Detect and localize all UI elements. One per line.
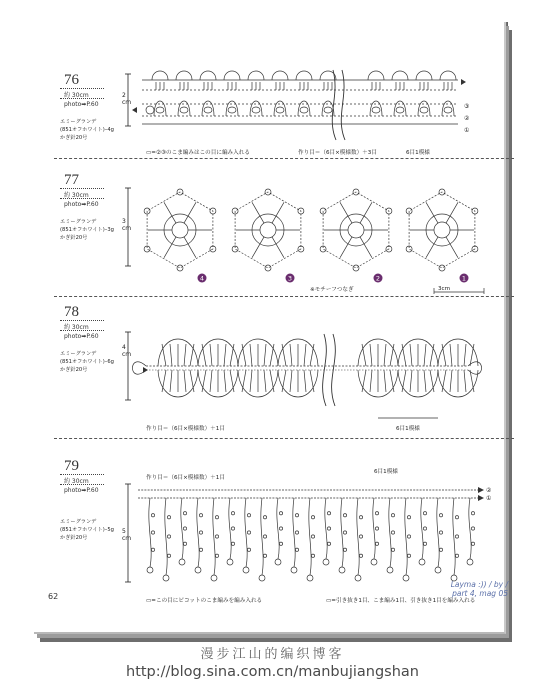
chain-stitch	[423, 542, 426, 545]
pattern-length: 約 30cm	[64, 478, 89, 485]
divider-dotted	[60, 188, 104, 189]
fan-stitch	[250, 344, 252, 366]
chain-loop	[250, 101, 262, 116]
fringe-picot	[195, 567, 201, 573]
fan-stitch	[210, 344, 212, 366]
chain-stitch	[183, 527, 186, 530]
chain-stitch	[343, 548, 346, 551]
fan-stitch	[370, 344, 372, 366]
fan-stitch	[170, 370, 172, 392]
fringe-chain	[165, 498, 167, 575]
yarn-line: (851オフホワイト)–4g	[60, 127, 114, 133]
chart-note: ▭=この目にピコットのこま編みを編み入れる	[146, 598, 263, 604]
chain-stitch	[247, 531, 250, 534]
chain-stitch	[295, 548, 298, 551]
fan-stitch	[304, 370, 306, 392]
fan-stitch	[290, 370, 292, 392]
crochet-chart-78	[128, 310, 498, 420]
edge-curve	[468, 362, 482, 374]
divider-dotted	[60, 474, 104, 475]
chain-stitch	[199, 548, 202, 551]
fringe-chain	[293, 498, 295, 567]
divider-dotted	[60, 198, 104, 199]
chain-stitch	[311, 516, 314, 519]
section-divider	[54, 158, 514, 159]
chain-stitch	[375, 527, 378, 530]
chain-stitch	[295, 514, 298, 517]
ring-stitch	[252, 107, 260, 113]
chain-stitch	[471, 527, 474, 530]
spoke-stitch	[340, 237, 352, 258]
chain-stitch	[279, 512, 282, 515]
fringe-picot	[403, 575, 409, 581]
motif-center	[434, 222, 450, 238]
chain-loop	[370, 101, 382, 116]
photo-ref: photo➡P.60	[64, 201, 99, 208]
chain-stitch	[439, 548, 442, 551]
spoke-stitch	[272, 237, 284, 258]
fringe-picot	[355, 575, 361, 581]
photo-ref: photo➡P.60	[64, 333, 99, 340]
divider-dotted	[60, 320, 104, 321]
fringe-picot	[243, 567, 249, 573]
photo-ref: photo➡P.60	[64, 487, 99, 494]
spoke-stitch	[164, 202, 176, 223]
chain-loop	[416, 71, 432, 80]
height-dimension: 2 cm	[122, 92, 132, 106]
fringe-chain	[469, 498, 471, 559]
ring-stitch	[420, 107, 428, 113]
fan-stitch	[210, 370, 212, 392]
pattern-number: 78	[64, 304, 79, 320]
chain-stitch	[327, 542, 330, 545]
chart-note: 6目1模様	[396, 426, 420, 432]
section-divider	[54, 438, 514, 439]
picot	[439, 265, 445, 271]
divider-dotted	[60, 330, 104, 331]
chain-stitch	[231, 512, 234, 515]
ring-stitch	[180, 107, 188, 113]
yarn-line: かぎ針20号	[60, 367, 88, 373]
chain-stitch	[439, 514, 442, 517]
fringe-picot	[147, 567, 153, 573]
fan-stitch	[424, 344, 426, 366]
chain-stitch	[455, 554, 458, 557]
row-label: ①	[464, 127, 470, 134]
pattern-number: 77	[64, 172, 79, 188]
ring-stitch	[396, 107, 404, 113]
row-label: ①	[486, 495, 492, 502]
fringe-picot	[291, 567, 297, 573]
picot	[265, 265, 271, 271]
fringe-picot	[275, 559, 281, 565]
height-dimension: 4 cm	[122, 344, 132, 358]
fringe-picot	[419, 559, 425, 565]
fringe-picot	[387, 567, 393, 573]
fringe-chain	[213, 498, 215, 575]
yarn-line: かぎ針20号	[60, 535, 88, 541]
chain-stitch	[391, 514, 394, 517]
chain-stitch	[471, 512, 474, 515]
yarn-line: エミーグランデ	[60, 219, 97, 225]
chain-stitch	[263, 535, 266, 538]
fringe-picot	[211, 575, 217, 581]
fan-stitch	[224, 344, 226, 366]
fan-stitch	[290, 344, 292, 366]
chain-loop	[202, 101, 214, 116]
fringe-chain	[261, 498, 263, 575]
fan-stitch	[264, 344, 266, 366]
fringe-chain	[341, 498, 343, 567]
chain-stitch	[167, 516, 170, 519]
fan-stitch	[184, 344, 186, 366]
fan-stitch	[410, 344, 412, 366]
page-number: 62	[48, 592, 59, 601]
chain-loop	[274, 101, 286, 116]
section-divider	[54, 296, 514, 297]
chain-loop	[224, 71, 240, 80]
chain-loop	[152, 71, 168, 80]
chain-stitch	[391, 548, 394, 551]
chain-loop	[200, 71, 216, 80]
chain-stitch	[375, 512, 378, 515]
chain-stitch	[151, 531, 154, 534]
chain-stitch	[183, 512, 186, 515]
chain-stitch	[375, 542, 378, 545]
ring-stitch	[324, 107, 332, 113]
chain-stitch	[295, 531, 298, 534]
chain-stitch	[327, 527, 330, 530]
chart-note: ※モチーフつなぎ	[310, 287, 354, 293]
motif-center	[348, 222, 364, 238]
fringe-picot	[435, 567, 441, 573]
height-dimension: 5 cm	[122, 528, 132, 542]
fringe-chain	[421, 498, 423, 559]
chain-loop	[248, 71, 264, 80]
divider-dotted	[60, 98, 104, 99]
yarn-line: かぎ針20号	[60, 135, 88, 141]
motif-number: 2	[375, 274, 381, 283]
chain-loop	[226, 101, 238, 116]
spoke-stitch	[360, 237, 372, 258]
chain-stitch	[359, 554, 362, 557]
motif-number: 1	[461, 274, 467, 283]
chain-stitch	[247, 548, 250, 551]
chain-stitch	[455, 535, 458, 538]
fringe-picot	[371, 559, 377, 565]
spoke-stitch	[340, 202, 352, 223]
chain-stitch	[343, 514, 346, 517]
yarn-line: エミーグランデ	[60, 519, 97, 525]
chain-stitch	[407, 516, 410, 519]
chain-stitch	[471, 542, 474, 545]
pattern-number: 76	[64, 72, 79, 88]
chain-loop	[154, 101, 166, 116]
fan-stitch	[304, 344, 306, 366]
chain-stitch	[359, 516, 362, 519]
chain-stitch	[311, 535, 314, 538]
spoke-stitch	[164, 237, 176, 258]
fringe-picot	[227, 559, 233, 565]
chain-stitch	[279, 527, 282, 530]
chain-stitch	[151, 514, 154, 517]
scanned-page	[34, 22, 506, 634]
chart-note: ▭=②③のこま編みはこの目に編み入れる	[146, 150, 250, 156]
chain-loop	[440, 71, 456, 80]
fringe-picot	[323, 559, 329, 565]
fan-stitch	[224, 370, 226, 392]
fringe-chain	[197, 498, 199, 567]
chain-loop	[178, 101, 190, 116]
chain-stitch	[359, 535, 362, 538]
chain-stitch	[423, 527, 426, 530]
pattern-length: 約 30cm	[64, 324, 89, 331]
chain-stitch	[231, 527, 234, 530]
chain-loop	[298, 101, 310, 116]
ring-stitch	[300, 107, 308, 113]
fringe-picot	[339, 567, 345, 573]
ring-stitch	[204, 107, 212, 113]
fringe-chain	[149, 498, 151, 567]
chain-stitch	[199, 514, 202, 517]
fringe-chain	[229, 498, 231, 559]
fan-stitch	[450, 370, 452, 392]
photo-ref: photo➡P.60	[64, 101, 99, 108]
chart-note: 6目1模様	[374, 469, 398, 475]
ring-stitch	[372, 107, 380, 113]
chain-stitch	[167, 554, 170, 557]
fan-stitch	[170, 344, 172, 366]
chain-stitch	[247, 514, 250, 517]
chain-stitch	[199, 531, 202, 534]
row-label: ③	[464, 103, 470, 110]
blog-url[interactable]: http://blog.sina.com.cn/manbujiangshan	[126, 664, 419, 680]
fringe-picot	[307, 575, 313, 581]
crochet-chart-79	[128, 478, 498, 588]
chain-stitch	[423, 512, 426, 515]
chart-note: ▭=引き抜き1目、こま編み1目、引き抜き1目を編み入れる	[326, 598, 476, 604]
fringe-chain	[277, 498, 279, 559]
spoke-stitch	[252, 202, 264, 223]
chain-stitch	[327, 512, 330, 515]
ring-stitch	[228, 107, 236, 113]
chain-loop	[176, 71, 192, 80]
fringe-picot	[467, 559, 473, 565]
chain-stitch	[151, 548, 154, 551]
chain-loop	[392, 71, 408, 80]
fringe-picot	[163, 575, 169, 581]
chain-stitch	[311, 554, 314, 557]
chain-stitch	[263, 516, 266, 519]
ring-stitch	[276, 107, 284, 113]
yarn-line: エミーグランデ	[60, 351, 97, 357]
chain-stitch	[215, 535, 218, 538]
fringe-picot	[179, 559, 185, 565]
fringe-chain	[453, 498, 455, 575]
picot	[177, 265, 183, 271]
pattern-length: 約 30cm	[64, 92, 89, 99]
spoke-stitch	[426, 202, 438, 223]
scanner-watermark: Layma :)) / by / part 4, mag 05	[450, 580, 508, 598]
divider-dotted	[60, 484, 104, 485]
fringe-chain	[309, 498, 311, 575]
chain-stitch	[439, 531, 442, 534]
chain-stitch	[407, 554, 410, 557]
spoke-stitch	[252, 237, 264, 258]
chain-stitch	[343, 531, 346, 534]
fringe-picot	[259, 575, 265, 581]
chain-loop	[368, 71, 384, 80]
chain-stitch	[215, 516, 218, 519]
spoke-stitch	[446, 237, 458, 258]
chart-note: 作り目＝（6目×模様数）＋1目	[146, 426, 225, 432]
fan-stitch	[424, 370, 426, 392]
chain-loop	[394, 101, 406, 116]
yarn-line: (851オフホワイト)–5g	[60, 527, 114, 533]
fan-stitch	[450, 344, 452, 366]
blog-title: 漫步江山的编织博客	[200, 647, 345, 662]
chain-stitch	[183, 542, 186, 545]
chain-stitch	[455, 516, 458, 519]
motif-number: 4	[199, 274, 205, 283]
yarn-line: かぎ針20号	[60, 235, 88, 241]
ring-stitch	[444, 107, 452, 113]
motif-center	[260, 222, 276, 238]
chart-note: 6目1模様	[406, 150, 430, 156]
fan-stitch	[370, 370, 372, 392]
yarn-line: (851オフホワイト)–3g	[60, 227, 114, 233]
spoke-stitch	[184, 237, 196, 258]
chain-stitch	[167, 535, 170, 538]
fan-stitch	[464, 370, 466, 392]
fan-stitch	[384, 370, 386, 392]
fan-stitch	[264, 370, 266, 392]
fan-stitch	[464, 344, 466, 366]
fringe-chain	[245, 498, 247, 567]
fan-stitch	[184, 370, 186, 392]
pattern-number: 79	[64, 458, 79, 474]
chain-stitch	[263, 554, 266, 557]
spoke-stitch	[184, 202, 196, 223]
pattern-length: 約 30cm	[64, 192, 89, 199]
chart-note: 作り目＝（6目×模様数）＋1目	[146, 475, 225, 481]
spoke-stitch	[446, 202, 458, 223]
chart-note: 3cm	[438, 286, 451, 292]
fan-stitch	[410, 370, 412, 392]
fringe-chain	[325, 498, 327, 559]
chain-loop	[296, 71, 312, 80]
fringe-chain	[373, 498, 375, 559]
divider-dotted	[60, 88, 104, 89]
row-label: ②	[486, 487, 492, 494]
spoke-stitch	[360, 202, 372, 223]
chain-stitch	[279, 542, 282, 545]
yarn-line: エミーグランデ	[60, 119, 97, 125]
chain-stitch	[391, 531, 394, 534]
fan-stitch	[250, 370, 252, 392]
chain-loop	[442, 101, 454, 116]
crochet-chart-76	[128, 66, 488, 146]
spoke-stitch	[272, 202, 284, 223]
chain-stitch	[231, 542, 234, 545]
picot	[353, 265, 359, 271]
chain-loop	[272, 71, 288, 80]
motif-number: 3	[287, 274, 293, 283]
spoke-stitch	[426, 237, 438, 258]
fringe-chain	[437, 498, 439, 567]
motif-center	[172, 222, 188, 238]
chart-note: 作り目＝（6目×模様数）＋3目	[298, 150, 377, 156]
chain-stitch	[215, 554, 218, 557]
fan-stitch	[384, 344, 386, 366]
fringe-chain	[357, 498, 359, 575]
fringe-chain	[389, 498, 391, 567]
fringe-chain	[181, 498, 183, 559]
row-label: ②	[464, 115, 470, 122]
yarn-line: (851オフホワイト)–6g	[60, 359, 114, 365]
fringe-chain	[405, 498, 407, 575]
chain-loop	[418, 101, 430, 116]
chain-stitch	[407, 535, 410, 538]
height-dimension: 3 cm	[122, 218, 132, 232]
crochet-chart-77	[128, 184, 498, 294]
ring-stitch	[156, 107, 164, 113]
